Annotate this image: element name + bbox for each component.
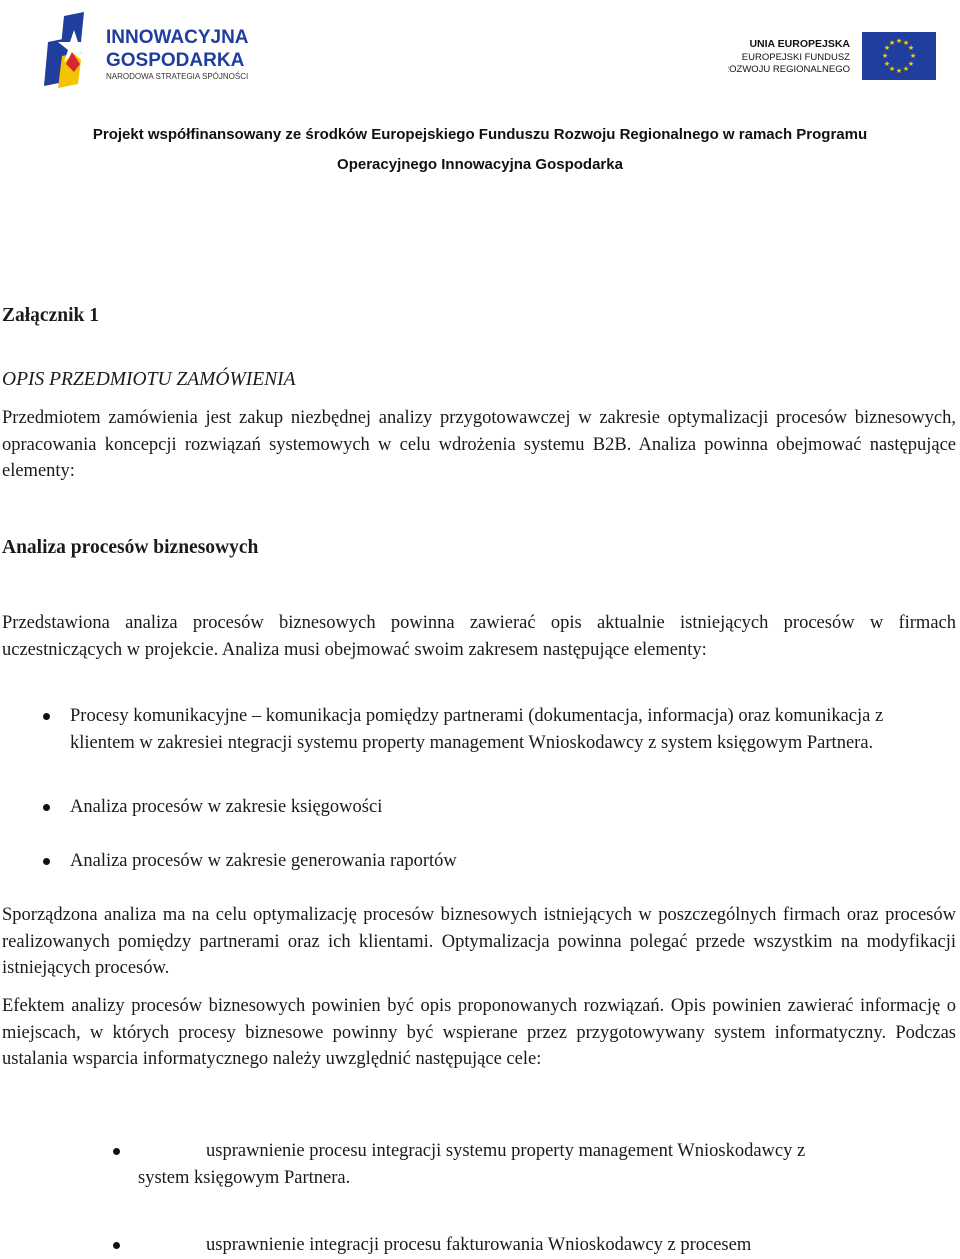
svg-text:★: ★: [883, 60, 891, 68]
svg-text:★: ★: [909, 52, 917, 60]
funding-statement: [0, 120, 960, 180]
list-item: Procesy komunikacyjne – komunikacja pomiędzy partnerami (dokumentacja, informacja) oraz komunikacja z klientem w zakresiei ntegracji systemu property management Wnioskodawcy z system księgowym Partnera.: [70, 703, 950, 756]
svg-text:★: ★: [888, 65, 896, 73]
logo-left-line1: INNOWACYJNA: [106, 27, 249, 48]
svg-text:★: ★: [895, 67, 903, 75]
document-title: OPIS PRZEDMIOTU ZAMÓWIENIA: [2, 369, 296, 390]
bullet-icon: [43, 713, 50, 720]
effect-paragraph: Efektem analizy procesów biznesowych powinien być opis proponowanych rozwiązań. Opis powinien zawierać informację o miejscach, w których procesy biznesowe powinny być wspierane przez przygotowywany system informatyczny. Podczas ustalania wsparcia informatycznego należy uwzględnić następujące cele:: [2, 996, 956, 1069]
funding-line-1: Projekt współfinansowany ze środków Europejskiego Funduszu Rozwoju Regionalnego w ramach Programu: [92, 126, 868, 143]
ig-emblem-icon: [44, 12, 274, 88]
list-item: Analiza procesów w zakresie generowania raportów: [70, 848, 950, 875]
svg-text:★: ★: [881, 52, 889, 60]
goal-item: usprawnienie procesu integracji systemu property management Wnioskodawcy z system księgowym Partnera.: [138, 1138, 956, 1191]
optimization-paragraph: Sporządzona analiza ma na celu optymalizację procesów biznesowych istniejących w poszczególnych firmach oraz procesów realizowanych pomiędzy partnerami oraz ich klientami. Optymalizacja powinna polegać przede wszystkim na modyfikacji istniejących procesów.: [2, 905, 956, 978]
annex-label: Załącznik 1: [2, 305, 99, 326]
svg-text:★: ★: [907, 60, 915, 68]
goal-item: usprawnienie integracji procesu fakturowania Wnioskodawcy z procesem: [138, 1232, 956, 1259]
innowacyjna-gospodarka-logo: [44, 12, 274, 88]
logo-left-line3: NARODOWA STRATEGIA SPÓJNOŚCI: [106, 72, 249, 81]
section-intro-paragraph: Przedstawiona analiza procesów biznesowych powinna zawierać opis aktualnie istniejących procesów w firmach uczestniczących w projekcie. Analiza musi obejmować swoim zakresem następujące elementy:: [2, 613, 956, 660]
logo-right-line3: ROZWOJU REGIONALNEGO: [728, 64, 850, 75]
intro-paragraph: Przedmiotem zamówienia jest zakup niezbędnej analizy przygotowawczej w zakresie optymalizacji procesów biznesowych, opracowania koncepcji rozwiązań systemowych w celu wdrożenia systemu B2B. Analiza powinna obejmować następujące elementy:: [2, 408, 956, 481]
funding-line-2: Operacyjnego Innowacyjna Gospodarka: [337, 156, 623, 173]
list-item: Analiza procesów w zakresie księgowości: [70, 794, 950, 821]
logo-right-line2: EUROPEJSKI FUNDUSZ: [741, 52, 850, 63]
bullet-icon: [113, 1242, 120, 1249]
bullet-icon: [113, 1148, 120, 1155]
svg-text:★: ★: [888, 39, 896, 47]
svg-text:★: ★: [895, 37, 903, 45]
svg-text:★: ★: [902, 39, 910, 47]
logo-right-line1: UNIA EUROPEJSKA: [749, 38, 850, 50]
eu-regional-fund-logo: [728, 30, 938, 82]
svg-text:★: ★: [907, 44, 915, 52]
svg-text:★: ★: [883, 44, 891, 52]
eu-flag-icon: [862, 32, 936, 80]
bullet-icon: [43, 804, 50, 811]
svg-text:★: ★: [902, 65, 910, 73]
bullet-icon: [43, 858, 50, 865]
section-heading: Analiza procesów biznesowych: [2, 537, 259, 558]
logo-left-line2: GOSPODARKA: [106, 50, 245, 71]
